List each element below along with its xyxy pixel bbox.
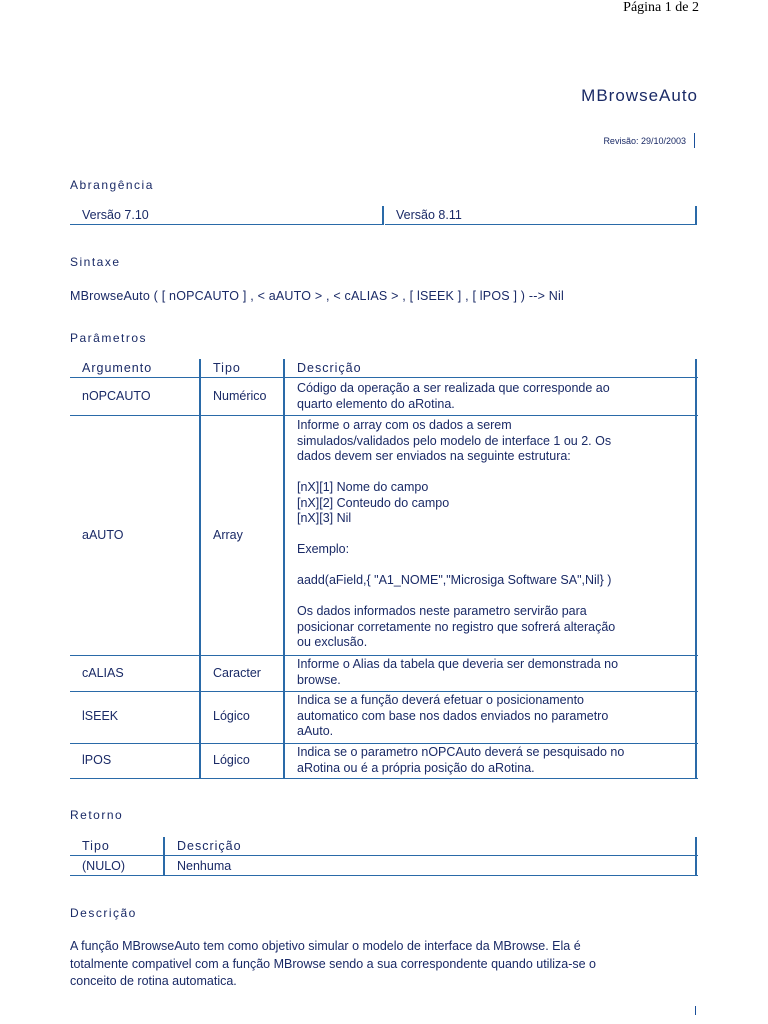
cell-border <box>695 837 697 876</box>
param-arg: aAUTO <box>82 528 124 542</box>
cell-border <box>695 359 697 779</box>
param-arg: lSEEK <box>82 709 119 723</box>
syntax-line: MBrowseAuto ( [ nOPCAUTO ] , < aAUTO > , < cALIAS > , [ lSEEK ] , [ lPOS ] ) --> Nil <box>70 289 564 303</box>
param-tipo: Numérico <box>213 389 267 403</box>
header-tipo: Tipo <box>82 839 110 853</box>
param-desc: Indica se o parametro nOPCAuto deverá se pesquisado no aRotina ou é a própria posição do aRotina. <box>297 745 625 775</box>
section-sintaxe: Sintaxe <box>70 255 121 269</box>
version-cell: Versão 8.11 <box>396 208 462 222</box>
cell-border <box>283 359 285 779</box>
param-arg: nOPCAUTO <box>82 389 151 403</box>
header-descricao: Descrição <box>297 361 362 375</box>
revision-date: Revisão: 29/10/2003 <box>603 136 686 146</box>
param-tipo: Lógico <box>213 753 250 767</box>
param-desc: Informe o Alias da tabela que deveria ser demonstrada no browse. <box>297 657 619 687</box>
row-rule <box>70 691 698 692</box>
params-table <box>70 359 698 779</box>
row-rule <box>70 778 698 779</box>
row-rule <box>70 377 698 378</box>
cell-border <box>163 837 165 876</box>
cell-border <box>695 206 697 225</box>
row-rule <box>70 224 382 225</box>
version-cell: Versão 7.10 <box>82 208 149 222</box>
description-paragraph: A função MBrowseAuto tem como objetivo simular o modelo de interface da MBrowse. Ela é totalmente compativel com a função MBrowse sendo a sua correspondente quando utiliza-se o conceito de rotina automatica. <box>70 939 596 988</box>
header-tipo: Tipo <box>213 361 241 375</box>
param-arg: lPOS <box>82 753 112 767</box>
section-retorno: Retorno <box>70 808 124 822</box>
row-rule <box>70 415 698 416</box>
section-abrangencia: Abrangência <box>70 178 154 192</box>
param-arg: cALIAS <box>82 666 124 680</box>
retorno-table <box>70 837 698 877</box>
page-number: Página 1 de 2 <box>623 0 699 15</box>
section-parametros: Parâmetros <box>70 331 148 345</box>
cell-border <box>199 359 201 779</box>
revision-divider <box>694 133 695 148</box>
param-desc: Indica se a função deverá efetuar o posicionamento automatico com base nos dados enviados no parametro aAuto. <box>297 693 609 738</box>
param-tipo: Lógico <box>213 709 250 723</box>
page-footer-mark <box>695 1006 696 1015</box>
header-argumento: Argumento <box>82 361 153 375</box>
row-rule <box>385 224 696 225</box>
section-descricao: Descrição <box>70 906 137 920</box>
doc-title: MBrowseAuto <box>581 86 698 105</box>
param-tipo: Caracter <box>213 666 261 680</box>
abrangencia-table <box>70 206 697 226</box>
cell-border <box>382 206 384 225</box>
row-rule <box>70 743 698 744</box>
param-desc: Informe o array com os dados a serem simulados/validados pelo modelo de interface 1 ou 2. Os dados devem ser enviados na seguinte estrutura: [nX][1] Nome do campo [nX][2] Conteudo do campo [nX][3] Nil Exemplo: aadd(aField,{ "A1_NOME","Microsiga Software SA",Nil} ) Os dados informados neste parametro servirão para posicionar corretamente no registro que sofrerá alteração ou exclusão. <box>297 418 616 649</box>
header-descricao: Descrição <box>177 839 242 853</box>
retorno-desc: Nenhuma <box>177 859 232 873</box>
param-desc: Código da operação a ser realizada que corresponde ao quarto elemento do aRotina. <box>297 381 610 411</box>
row-rule <box>70 655 698 656</box>
retorno-tipo: (NULO) <box>82 859 126 873</box>
param-tipo: Array <box>213 528 243 542</box>
